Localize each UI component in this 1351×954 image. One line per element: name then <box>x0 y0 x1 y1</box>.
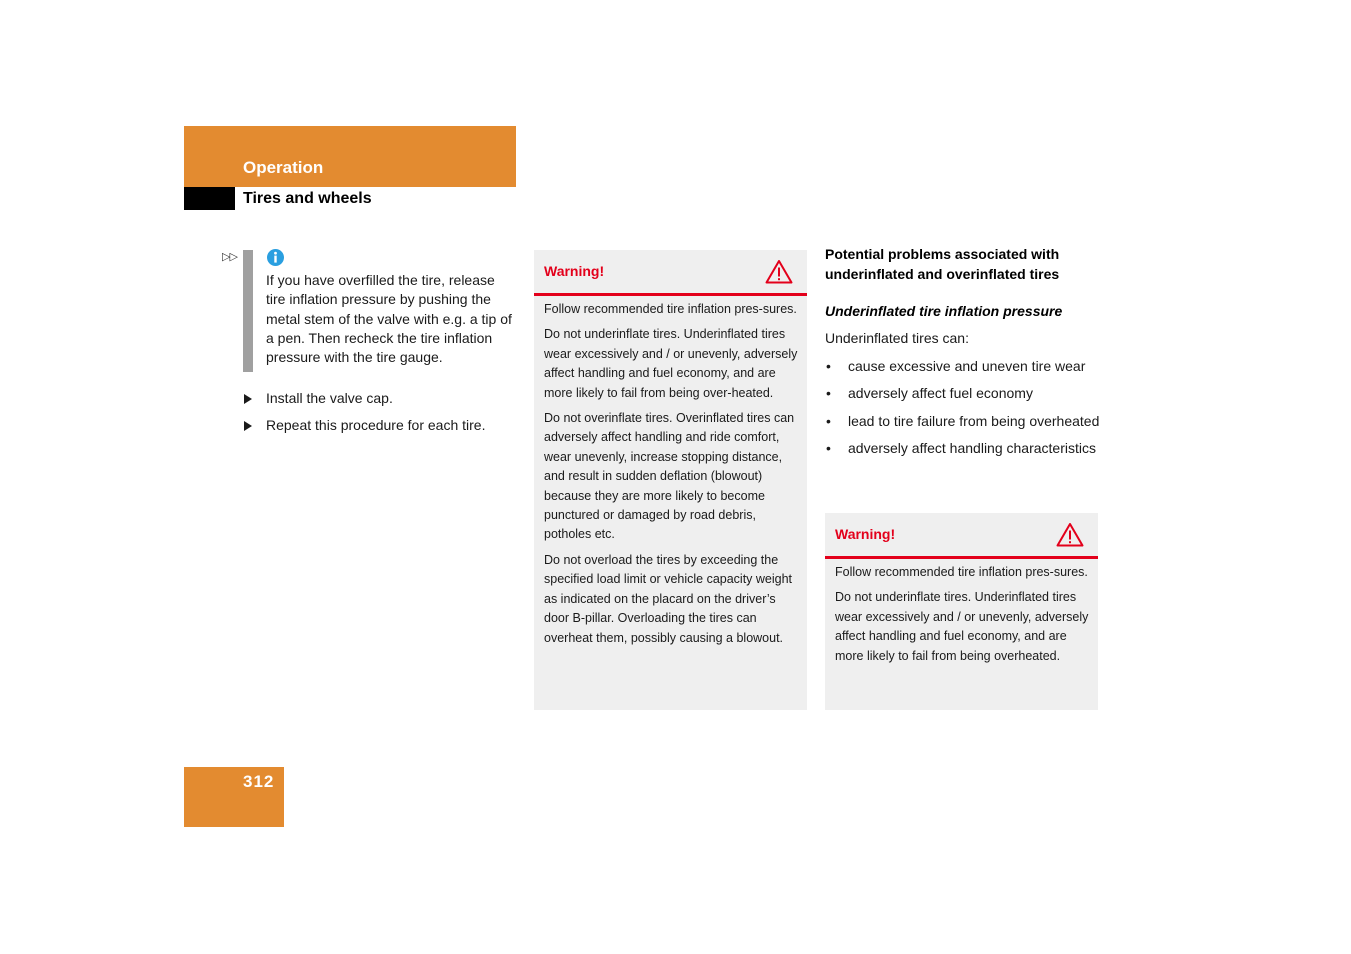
warning-paragraph: Do not underinflate tires. Underinflated tires wear excessively and / or unevenly, adversely affect handling and fuel economy, and are more likely to fail from being overheated. <box>835 590 1089 663</box>
warning-box <box>825 513 1098 710</box>
list-item <box>825 357 1105 376</box>
warning-paragraph: Do not underinflate tires. Underinflated tires wear excessively and / or unevenly, adversely affect handling and fuel economy, and are more likely to fail from being over-heated. <box>544 327 798 400</box>
continued-marker: ▷▷ <box>222 251 237 263</box>
warning-body <box>835 563 1090 672</box>
warning-paragraph: Do not overinflate tires. Overinflated tires can adversely affect handling and ride comfort, wear unevenly, increase stopping distance, and result in sudden deflation (blowout) because they are more likely to become punctured or damaged by road debris, potholes etc. <box>544 411 795 542</box>
list-item-text: cause excessive and uneven tire wear <box>848 358 1086 374</box>
note-text: If you have overfilled the tire, release tire inflation pressure by pushing the metal stem of the valve with e.g. a tip of a pen. Then recheck the tire inflation pressure with the tire gauge. <box>266 272 512 366</box>
list-item-text: adversely affect fuel economy <box>848 385 1033 402</box>
info-icon <box>267 249 284 266</box>
warning-label: Warning! <box>544 263 605 279</box>
bullet-list <box>825 357 1105 466</box>
warning-header <box>825 513 1098 559</box>
list-item <box>825 412 1105 431</box>
step-arrow-icon <box>244 394 252 404</box>
header-black-tab <box>184 187 235 210</box>
warning-box <box>534 250 807 710</box>
step-text: Install the valve cap. <box>266 390 393 406</box>
warning-triangle-icon <box>765 259 793 284</box>
list-item <box>825 439 1105 458</box>
step-text: Repeat this procedure for each tire. <box>266 417 486 433</box>
warning-body <box>544 300 799 654</box>
section-heading: Potential problems associated with underinflated and overinflated tires <box>825 246 1060 282</box>
intro-text: Underinflated tires can: <box>825 330 969 346</box>
step-item <box>244 389 393 408</box>
step-arrow-icon <box>244 421 252 431</box>
subsection-title: Tires and wheels <box>243 190 372 207</box>
section-title: Operation <box>243 158 324 177</box>
step-item <box>244 416 485 435</box>
subheading: Underinflated tire inflation pressure <box>825 303 1063 319</box>
warning-triangle-icon <box>1056 522 1084 547</box>
list-item-text: adversely affect handling characteristics <box>848 439 1096 456</box>
warning-paragraph: Follow recommended tire inflation pres-sures. <box>835 565 1088 579</box>
page-number: 312 <box>243 772 275 791</box>
note-bar <box>243 250 253 372</box>
warning-header <box>534 250 807 296</box>
header-bar <box>184 126 516 187</box>
list-item-text: lead to tire failure from being overheated <box>848 412 1100 429</box>
warning-paragraph: Follow recommended tire inflation pres-sures. <box>544 302 797 316</box>
bullet-icon: • <box>826 412 831 429</box>
bullet-icon: • <box>826 439 831 456</box>
warning-paragraph: Do not overload the tires by exceeding the specified load limit or vehicle capacity weight as indicated on the placard on the driver’s door B-pillar. Overloading the tires can overheat them, possibly causing a blowout. <box>544 552 793 645</box>
bullet-icon: • <box>826 358 831 374</box>
warning-label: Warning! <box>835 526 896 542</box>
list-item <box>825 384 1105 403</box>
bullet-icon: • <box>826 385 831 402</box>
